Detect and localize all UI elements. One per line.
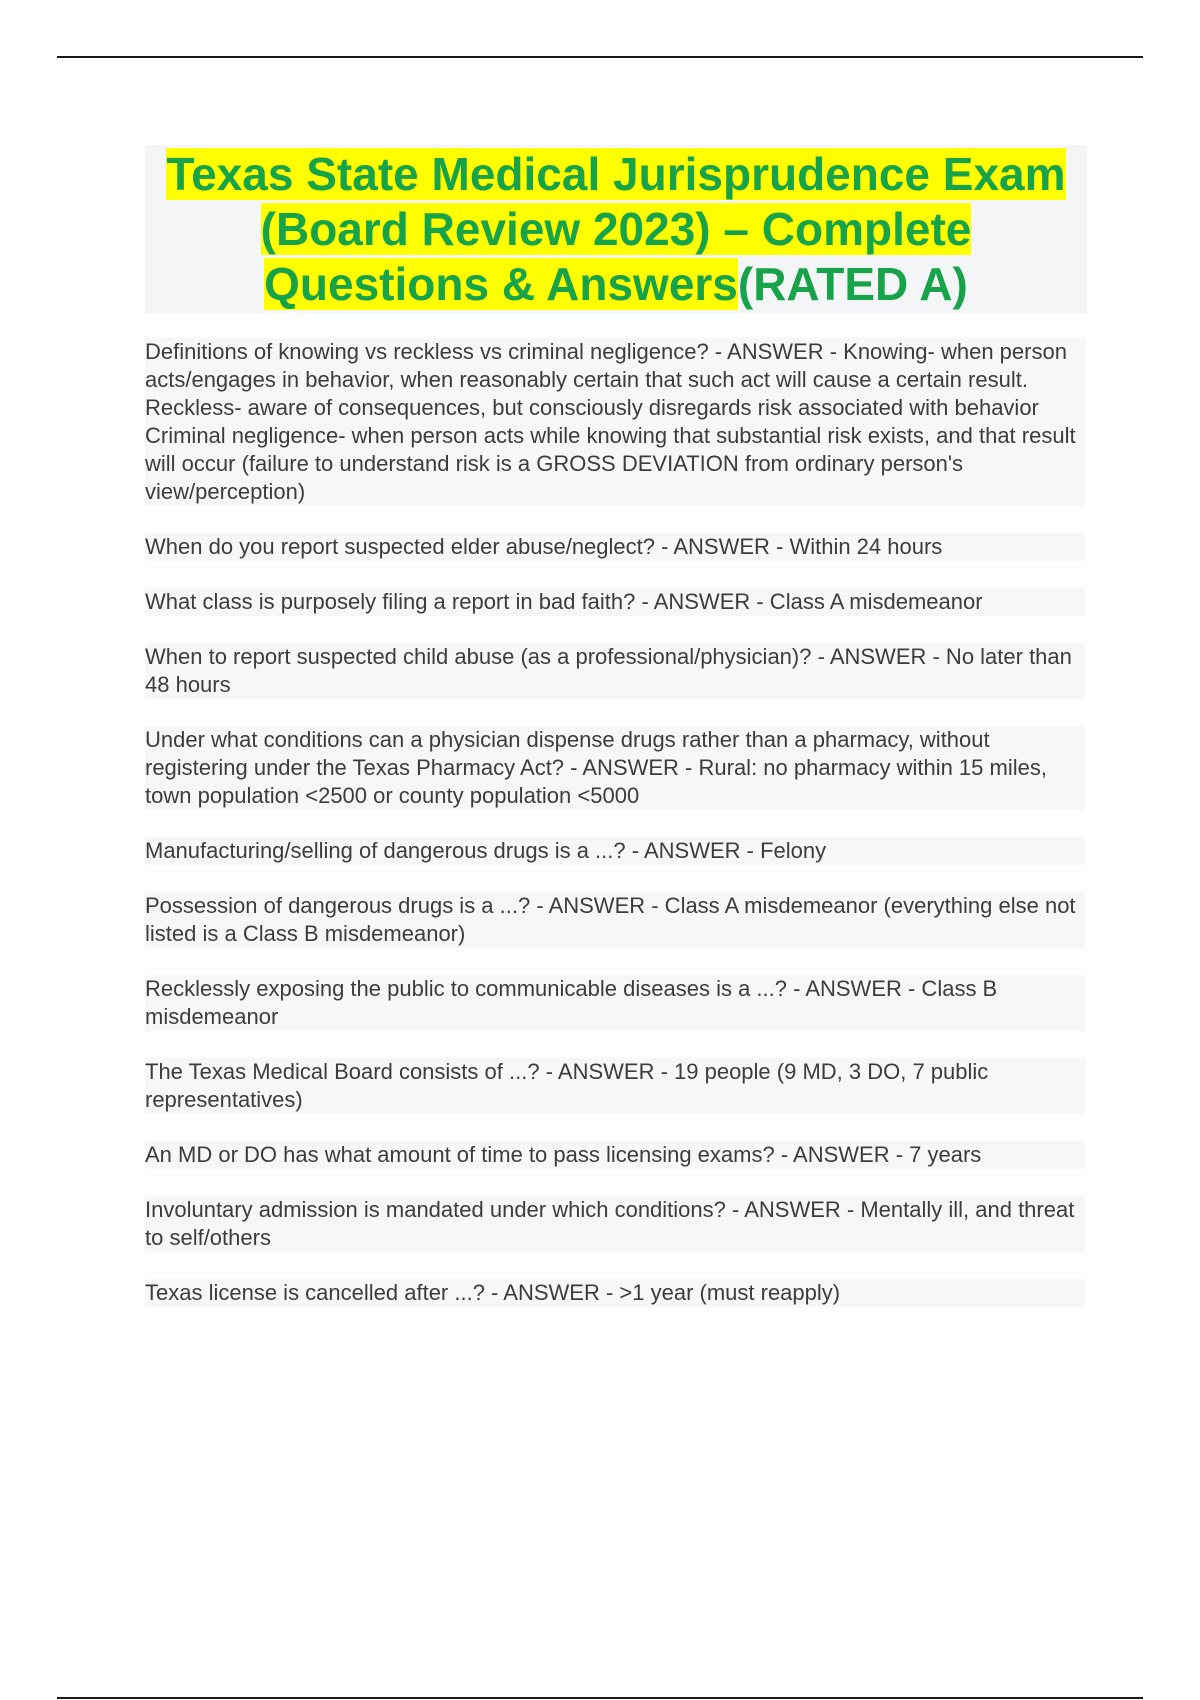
qa-text: An MD or DO has what amount of time to pass licensing exams? - ANSWER - 7 years	[145, 1141, 1085, 1169]
title-highlighted: Texas State Medical Jurisprudence Exam (Board Review 2023) – Complete Questions & Answers	[166, 148, 1066, 310]
qa-text: Definitions of knowing vs reckless vs criminal negligence? - ANSWER - Knowing- when person acts/engages in behavior, when reasonably certain that such act will cause a certain result.	[145, 338, 1085, 394]
qa-item	[145, 338, 1085, 506]
qa-text: Under what conditions can a physician dispense drugs rather than a pharmacy, without registering under the Texas Pharmacy Act? - ANSWER - Rural: no pharmacy within 15 miles, town population <2500 or county population <5000	[145, 726, 1085, 810]
qa-item	[145, 1141, 1085, 1169]
qa-item	[145, 892, 1085, 948]
qa-item	[145, 588, 1085, 616]
qa-item	[145, 837, 1085, 865]
title-box	[145, 145, 1087, 313]
qa-text: Criminal negligence- when person acts while knowing that substantial risk exists, and that result will occur (failure to understand risk is a GROSS DEVIATION from ordinary person's view/perception)	[145, 422, 1085, 506]
qa-text: Manufacturing/selling of dangerous drugs is a ...? - ANSWER - Felony	[145, 837, 1085, 865]
qa-item	[145, 1196, 1085, 1252]
top-rule	[57, 56, 1143, 58]
qa-list	[145, 338, 1085, 1334]
qa-item	[145, 1058, 1085, 1114]
qa-text: Possession of dangerous drugs is a ...? - ANSWER - Class A misdemeanor (everything else not listed is a Class B misdemeanor)	[145, 892, 1085, 948]
title-suffix: (RATED A)	[737, 258, 968, 310]
qa-text: Texas license is cancelled after ...? - ANSWER - >1 year (must reapply)	[145, 1279, 1085, 1307]
qa-text: When do you report suspected elder abuse/neglect? - ANSWER - Within 24 hours	[145, 533, 1085, 561]
qa-text: Recklessly exposing the public to communicable diseases is a ...? - ANSWER - Class B misdemeanor	[145, 975, 1085, 1031]
qa-item	[145, 643, 1085, 699]
qa-item	[145, 533, 1085, 561]
qa-item	[145, 975, 1085, 1031]
qa-item	[145, 726, 1085, 810]
qa-text: What class is purposely filing a report in bad faith? - ANSWER - Class A misdemeanor	[145, 588, 1085, 616]
qa-text: The Texas Medical Board consists of ...? - ANSWER - 19 people (9 MD, 3 DO, 7 public representatives)	[145, 1058, 1085, 1114]
bottom-rule	[57, 1697, 1143, 1699]
qa-text: Reckless- aware of consequences, but consciously disregards risk associated with behavior	[145, 394, 1085, 422]
qa-text: Involuntary admission is mandated under which conditions? - ANSWER - Mentally ill, and threat to self/others	[145, 1196, 1085, 1252]
qa-text: When to report suspected child abuse (as a professional/physician)? - ANSWER - No later than 48 hours	[145, 643, 1085, 699]
document-title	[145, 145, 1087, 312]
qa-item	[145, 1279, 1085, 1307]
